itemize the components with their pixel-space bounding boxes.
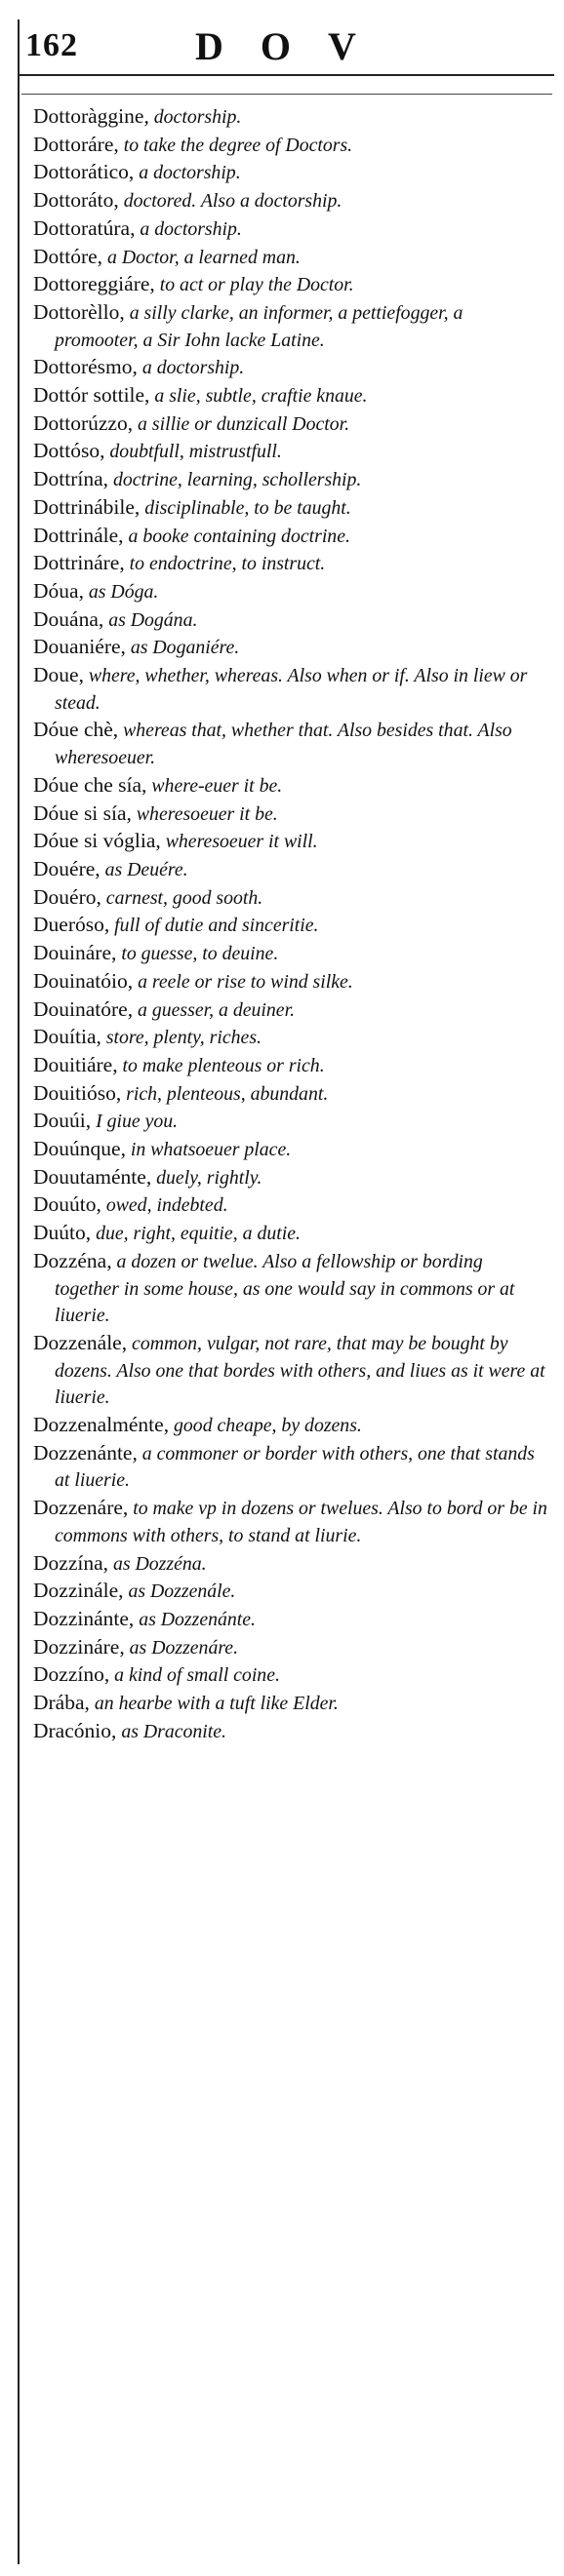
entry-definition: as Draconite. — [116, 1720, 227, 1742]
entry-headword: Dottorático, — [33, 160, 135, 184]
entry-definition: where-euer it be. — [146, 774, 283, 797]
entry-headword: Dottoreggiáre, — [33, 272, 155, 296]
entry-definition: whereas that, whether that. Also besides that. Also wheresoeuer. — [55, 720, 512, 769]
entry-headword: Dottoráre, — [33, 132, 119, 156]
entry-definition: as Dogána. — [103, 608, 198, 631]
dictionary-entry — [33, 1661, 548, 1690]
entry-definition: duely, rightly. — [151, 1166, 262, 1189]
entry-headword: Dottrína, — [33, 467, 109, 491]
entry-definition: to guesse, to deuine. — [116, 943, 279, 965]
dictionary-entry — [33, 1191, 548, 1220]
dictionary-entry — [33, 132, 548, 160]
entry-headword: Douinatóre, — [33, 996, 134, 1021]
entry-headword: Douutaménte, — [33, 1164, 152, 1189]
entry-headword: Dozzíno, — [33, 1662, 110, 1687]
dictionary-entry — [33, 634, 548, 662]
entry-headword: Dozzéna, — [33, 1248, 112, 1272]
entry-headword: Douitiáre, — [33, 1052, 118, 1076]
entry-headword: Dottorúzzo, — [33, 410, 134, 435]
entry-headword: Doue, — [33, 663, 84, 687]
entry-definition: rich, plenteous, abundant. — [121, 1082, 329, 1105]
dictionary-entry — [33, 717, 548, 771]
entry-headword: Dóua, — [33, 578, 84, 603]
dictionary-entry — [33, 884, 548, 913]
entry-headword: Dóue si vóglia, — [33, 829, 161, 853]
dictionary-entry — [33, 382, 548, 410]
dictionary-entry — [33, 1690, 548, 1718]
entry-headword: Douináre, — [33, 941, 117, 965]
entry-definition: a reele or rise to wind silke. — [133, 970, 353, 993]
entry-headword: Dottór sottile, — [33, 383, 150, 408]
dictionary-entry — [33, 1578, 548, 1606]
entry-definition: in whatsoeuer place. — [125, 1139, 292, 1161]
entry-headword: Dozzinánte, — [33, 1606, 135, 1630]
entry-headword: Dozzenáre, — [33, 1496, 129, 1520]
entry-definition: owed, indebted. — [101, 1194, 228, 1217]
entry-definition: wheresoeuer it will. — [160, 831, 318, 853]
dictionary-entry — [33, 1718, 548, 1746]
entry-definition: a dozen or twelue. Also a fellowship or bording together in some house, as one would say in commons or at liuerie. — [55, 1250, 515, 1327]
entry-headword: Dozzináre, — [33, 1634, 125, 1659]
entry-definition: full of dutie and sinceritie. — [109, 915, 319, 937]
entry-definition: a doctorship. — [135, 217, 242, 240]
entry-definition: as Dozzenáre. — [124, 1636, 239, 1659]
dictionary-entry — [33, 410, 548, 439]
entry-definition: a silly clarke, an informer, a pettiefogger, a promooter, a Sir Iohn lacke Latine. — [55, 301, 463, 351]
entry-definition: as Dóga. — [83, 580, 159, 603]
entry-headword: Dottrinále, — [33, 523, 124, 547]
dictionary-entry — [33, 1164, 548, 1192]
entry-definition: a booke containing doctrine. — [123, 525, 350, 547]
dictionary-entry — [33, 1136, 548, 1164]
dictionary-entry — [33, 912, 548, 940]
entry-headword: Drába, — [33, 1691, 90, 1715]
dictionary-entry — [33, 1440, 548, 1495]
dictionary-entry — [33, 1550, 548, 1579]
entry-definition: to endoctrine, to instruct. — [124, 553, 326, 575]
entry-headword: Dozzenále, — [33, 1330, 128, 1354]
entry-definition: a guesser, a deuiner. — [133, 998, 296, 1021]
dictionary-entry — [33, 968, 548, 996]
dictionary-entry — [33, 772, 548, 800]
entry-definition: an hearbe with a tuft like Elder. — [89, 1693, 339, 1715]
entry-definition: a kind of small coine. — [109, 1664, 280, 1687]
dictionary-entry — [33, 1024, 548, 1052]
entry-definition: store, plenty, riches. — [101, 1027, 262, 1049]
entry-headword: Douúnque, — [33, 1137, 126, 1161]
entry-definition: as Deuére. — [100, 858, 188, 880]
entry-headword: Dottrináre, — [33, 551, 125, 575]
dictionary-entry — [33, 103, 548, 132]
entry-definition: a doctorship. — [134, 162, 241, 184]
entry-headword: Dottóso, — [33, 439, 105, 463]
entry-headword: Dottoratúra, — [33, 215, 136, 240]
dictionary-entry — [33, 1220, 548, 1248]
entry-definition: I giue you. — [91, 1111, 179, 1133]
entry-definition: to act or play the Doctor. — [154, 274, 354, 296]
entry-definition: doubtfull, mistrustfull. — [104, 441, 282, 463]
entry-headword: Dóue chè, — [33, 718, 119, 742]
entry-headword: Dracónio, — [33, 1718, 117, 1742]
entry-headword: Dottoráto, — [33, 188, 119, 213]
entry-definition: a slie, subtle, craftie knaue. — [149, 385, 368, 408]
dictionary-entry — [33, 1108, 548, 1136]
entry-definition: carnest, good sooth. — [101, 886, 263, 909]
entry-definition: common, vulgar, not rare, that may be bought by dozens. Also one that bordes with others, and liues as it were at liuerie. — [55, 1332, 545, 1409]
entry-headword: Douítia, — [33, 1025, 101, 1049]
entry-headword: Douére, — [33, 856, 101, 880]
entry-definition: to make vp in dozens or twelues. Also to bord or be in commons with others, to stand at liurie. — [55, 1498, 547, 1546]
entry-definition: a Doctor, a learned man. — [102, 246, 301, 268]
entry-headword: Dottorésmo, — [33, 355, 138, 379]
dictionary-entry — [33, 354, 548, 382]
entry-list — [33, 103, 548, 2566]
entry-definition: where, whether, whereas. Also when or if. Also in liew or stead. — [55, 665, 528, 714]
page-header — [0, 0, 564, 78]
entry-definition: disciplinable, to be taught. — [140, 496, 351, 519]
entry-definition: to make plenteous or rich. — [117, 1054, 325, 1076]
dictionary-entry — [33, 1495, 548, 1549]
dictionary-entry — [33, 244, 548, 272]
dictionary-entry — [33, 159, 548, 187]
entry-headword: Douána, — [33, 606, 104, 631]
dictionary-entry — [33, 187, 548, 215]
dictionary-entry — [33, 1412, 548, 1440]
entry-headword: Douinatóio, — [33, 968, 134, 993]
dictionary-entry — [33, 523, 548, 551]
entry-headword: Dóue si sía, — [33, 800, 132, 825]
entry-definition: a sillie or dunzicall Doctor. — [133, 412, 350, 435]
running-head: DOV — [195, 24, 393, 68]
entry-definition: doctorship. — [148, 106, 242, 128]
dictionary-entry — [33, 299, 548, 354]
entry-headword: Dottóre, — [33, 244, 103, 268]
entry-definition: due, right, equitie, a dutie. — [91, 1223, 301, 1245]
entry-definition: good cheape, by dozens. — [169, 1415, 362, 1437]
dictionary-entry — [33, 1080, 548, 1109]
entry-headword: Dozzenalménte, — [33, 1413, 170, 1437]
entry-definition: a doctorship. — [137, 357, 245, 379]
entry-headword: Douúto, — [33, 1192, 101, 1217]
entry-headword: Dozzenánte, — [33, 1440, 138, 1464]
column-top-rule — [21, 94, 552, 95]
dictionary-entry — [33, 578, 548, 606]
entry-definition: wheresoeuer it be. — [131, 802, 278, 825]
entry-definition: a commoner or border with others, one that stands at liuerie. — [55, 1442, 535, 1492]
page-number: 162 — [25, 27, 78, 63]
entry-definition: as Dozzenánte. — [134, 1608, 257, 1630]
dictionary-entry — [33, 1330, 548, 1412]
entry-headword: Douitióso, — [33, 1080, 122, 1105]
dictionary-entry — [33, 271, 548, 299]
dictionary-entry — [33, 800, 548, 829]
dictionary-entry — [33, 606, 548, 635]
dictionary-entry — [33, 438, 548, 466]
entry-headword: Dottoràggine, — [33, 104, 149, 128]
dictionary-entry — [33, 940, 548, 968]
entry-headword: Douaniére, — [33, 635, 126, 659]
entry-headword: Douéro, — [33, 884, 101, 909]
dictionary-entry — [33, 828, 548, 856]
entry-headword: Dozzinále, — [33, 1579, 124, 1603]
entry-definition: doctored. Also a doctorship. — [118, 190, 342, 213]
dictionary-entry — [33, 856, 548, 884]
dictionary-entry — [33, 996, 548, 1025]
dictionary-entry — [33, 1634, 548, 1662]
entry-definition: as Dozzenále. — [123, 1581, 236, 1603]
dictionary-entry — [33, 1248, 548, 1330]
dictionary-entry — [33, 1606, 548, 1634]
entry-headword: Dozzína, — [33, 1550, 109, 1575]
entry-headword: Douúi, — [33, 1109, 92, 1133]
entry-definition: as Dozzéna. — [108, 1552, 207, 1575]
entry-definition: to take the degree of Doctors. — [118, 134, 353, 156]
dictionary-entry — [33, 550, 548, 578]
entry-headword: Dueróso, — [33, 913, 110, 937]
dictionary-entry — [33, 466, 548, 494]
entry-definition: doctrine, learning, schollership. — [108, 469, 362, 491]
entry-headword: Dottrinábile, — [33, 494, 141, 519]
dictionary-entry — [33, 494, 548, 523]
entry-headword: Duúto, — [33, 1221, 92, 1245]
entry-headword: Dottorèllo, — [33, 299, 125, 324]
header-rule — [18, 74, 554, 76]
dictionary-entry — [33, 215, 548, 244]
dictionary-entry — [33, 1052, 548, 1080]
entry-headword: Dóue che sía, — [33, 772, 147, 797]
dictionary-entry — [33, 662, 548, 717]
left-margin-rule — [18, 20, 20, 2564]
entry-definition: as Doganiére. — [125, 637, 240, 659]
